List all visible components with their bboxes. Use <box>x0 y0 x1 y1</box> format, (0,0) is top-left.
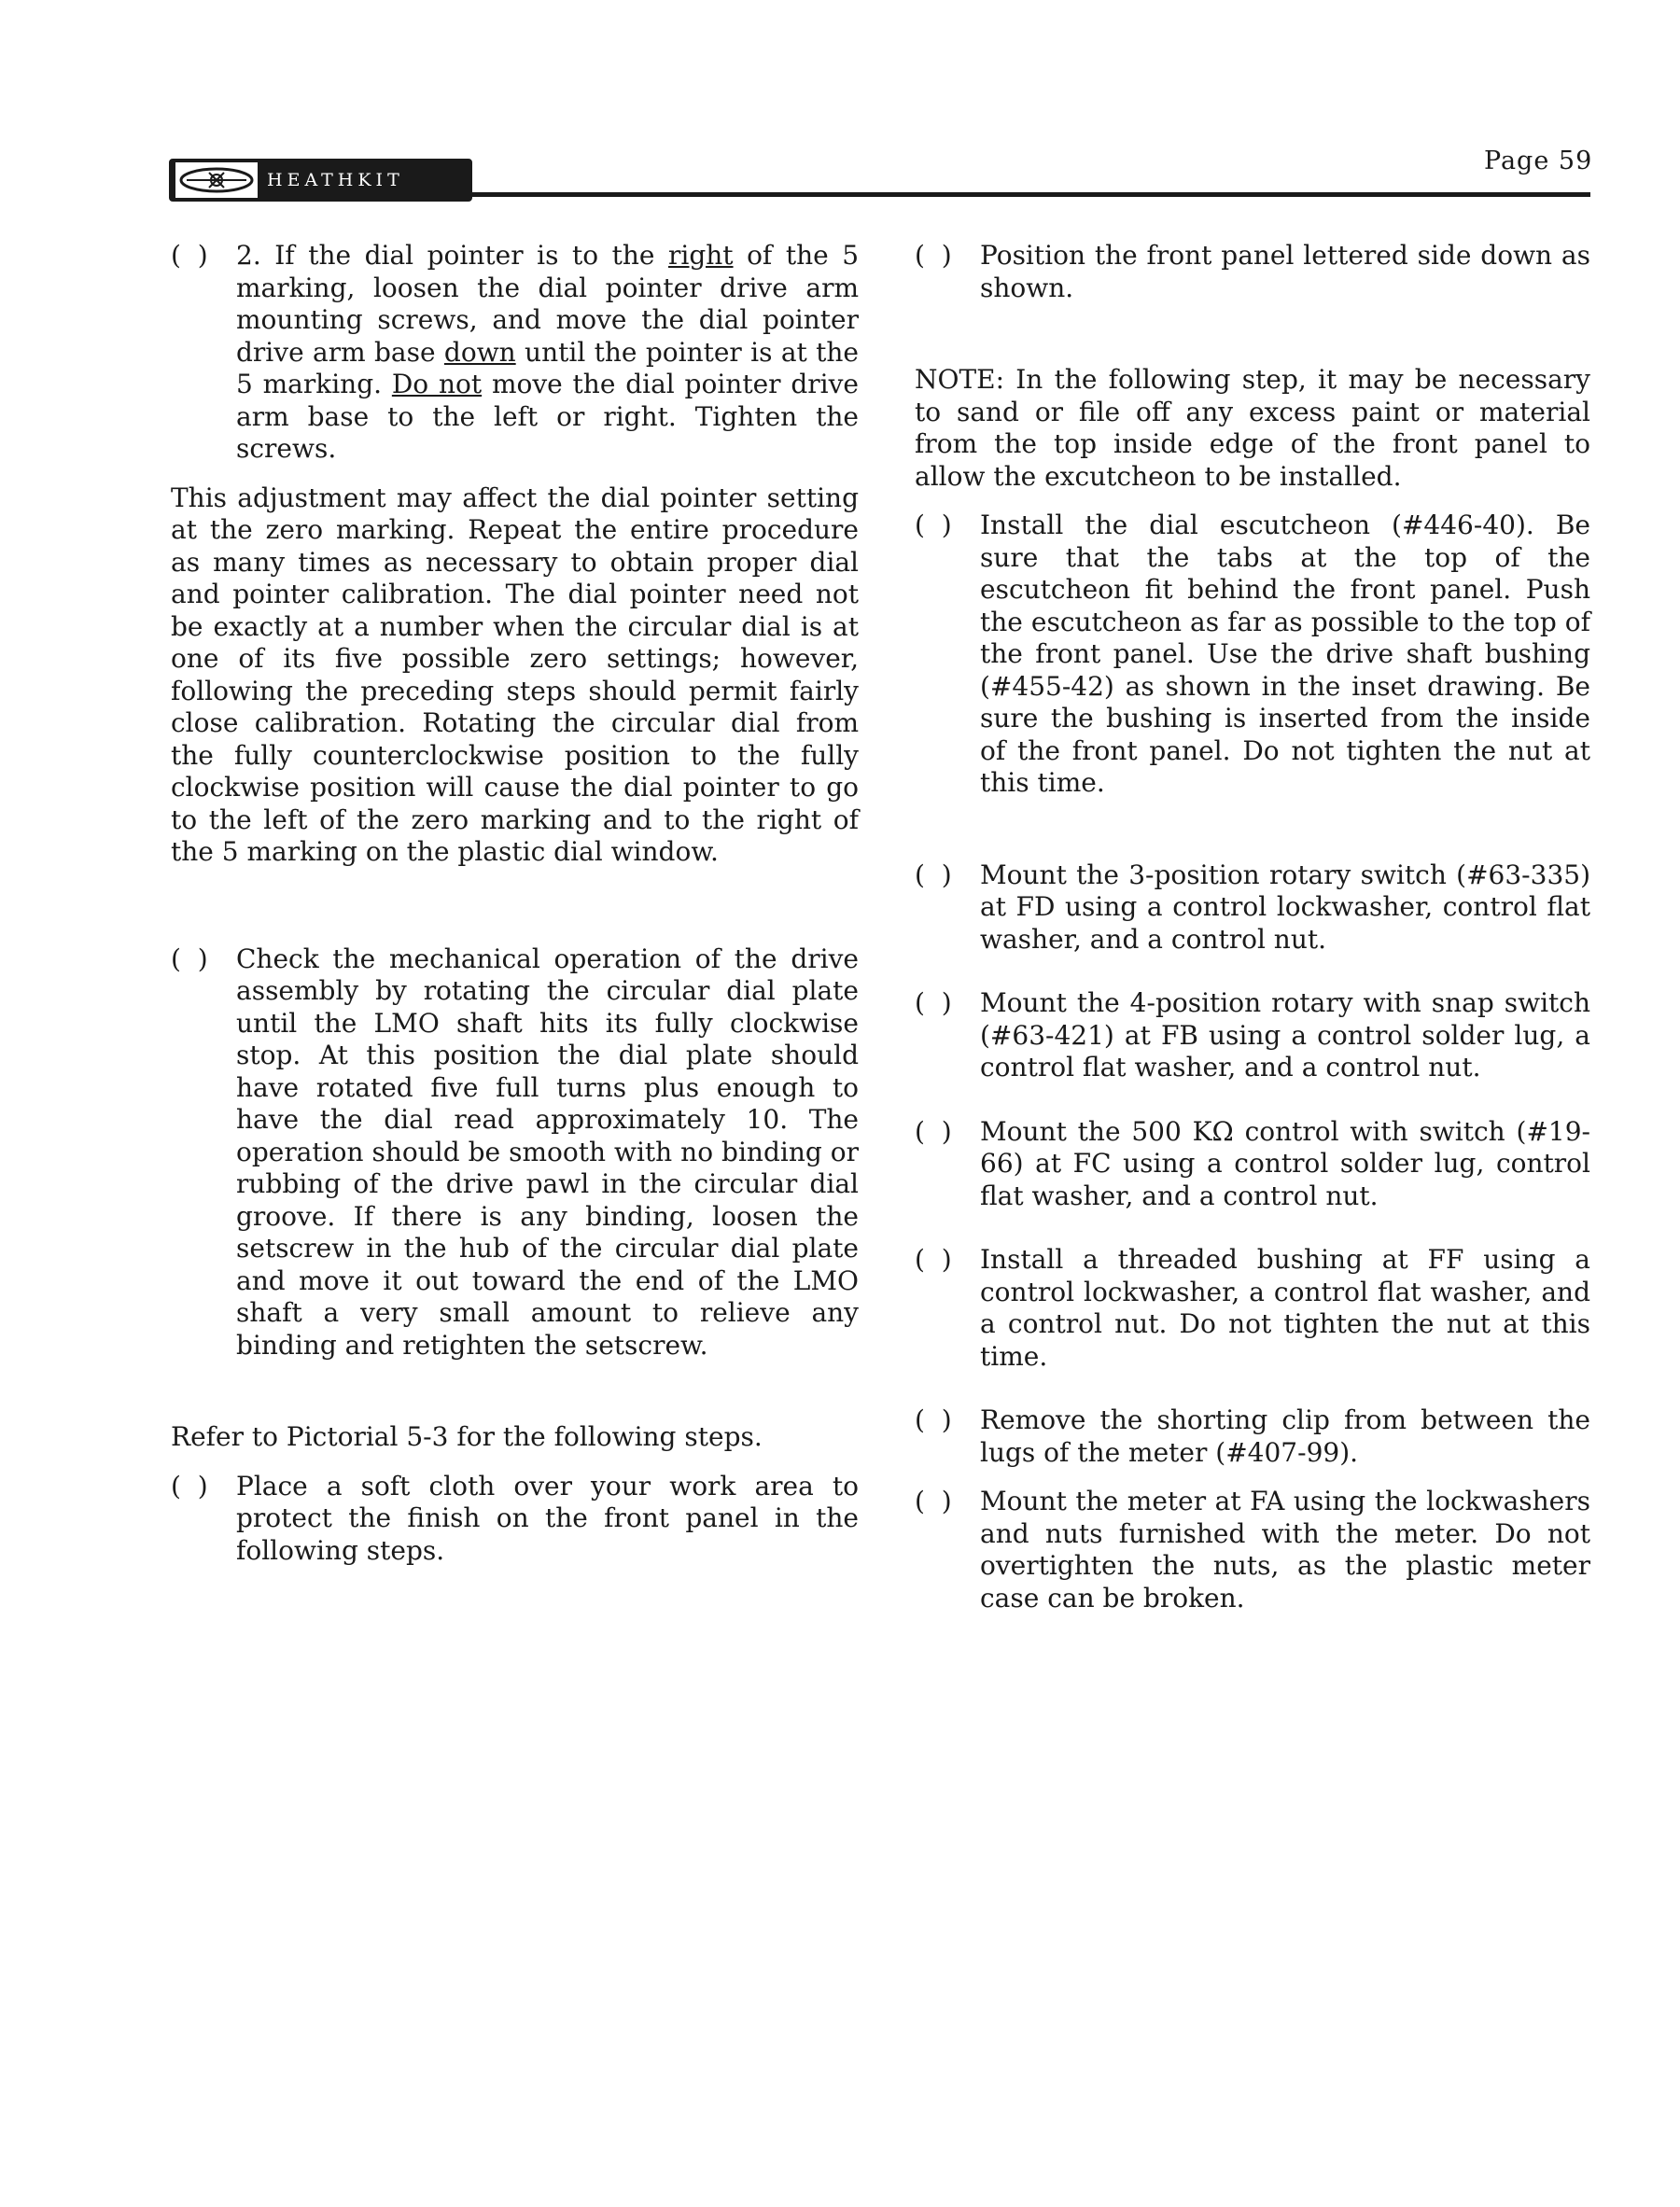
step-soft-cloth <box>171 1471 859 1568</box>
step-mount-3-position-switch <box>915 859 1590 957</box>
left-column <box>171 240 859 1567</box>
refer-pictorial-text: Refer to Pictorial 5-3 for the following steps. <box>171 1421 763 1452</box>
step-check-mechanical <box>171 943 859 1362</box>
step-checkbox[interactable]: ( ) <box>171 943 208 974</box>
step-text: Place a soft cloth over your work area to protect the finish on the front panel in the following steps. <box>236 1470 859 1566</box>
step-checkbox[interactable]: ( ) <box>915 1486 952 1516</box>
emphasis-text: right <box>667 240 734 271</box>
step-dial-pointer-right <box>171 240 859 466</box>
step-checkbox[interactable]: ( ) <box>915 1115 952 1147</box>
heathkit-emblem-icon <box>175 162 258 198</box>
adjustment-paragraph: This adjustment may affect the dial pointer setting at the zero marking. Repeat the entire procedure as many times as necessary to obtain proper dial and pointer calibration. The dial pointer need not be exactly at a number when the circular dial is at one of its five possible zero settings; however, following the preceding steps should permit fairly close calibration. Rotating the circular dial from the fully counterclockwise position to the fully clockwise position will cause the dial pointer to go to the left of the zero marking and to the right of the 5 marking on the plastic dial window. <box>171 482 859 867</box>
step-mount-meter <box>915 1486 1590 1614</box>
step-text: Mount the 3-position rotary switch (#63-335) at FD using a control lockwasher, control flat washer, and a control nut. <box>980 859 1590 955</box>
emphasis-text: Do not <box>391 369 483 399</box>
header-rule <box>472 192 1590 197</box>
step-checkbox[interactable]: ( ) <box>171 1470 208 1502</box>
step-text: Remove the shorting clip from between the lugs of the meter (#407-99). <box>980 1404 1590 1468</box>
step-checkbox[interactable]: ( ) <box>915 859 952 890</box>
step-text: Mount the 500 KΩ control with switch (#19-66) at FC using a control solder lug, control flat washer, and a control nut. <box>980 1115 1590 1211</box>
step-text: until the pointer is at the 5 marking. <box>236 336 859 399</box>
step-mount-4-position-switch <box>915 987 1590 1084</box>
step-remove-shorting-clip <box>915 1404 1590 1469</box>
step-text: Install the dial escutcheon (#446-40). Be sure that the tabs at the top of the escutcheon fit behind the front panel. Push the escutcheon as far as possible to the top of the front panel. Use the drive shaft bushing (#455-42) as shown in the inset drawing. Be sure the bushing is inserted from the inside of the front panel. Do not tighten the nut at this time. <box>980 510 1590 798</box>
step-checkbox[interactable]: ( ) <box>915 240 952 271</box>
step-text: If the dial pointer is to the <box>274 240 668 271</box>
step-checkbox[interactable]: ( ) <box>915 987 952 1018</box>
page-number: Page 59 <box>1484 147 1593 175</box>
step-install-bushing <box>915 1244 1590 1373</box>
step-text: Install a threaded bushing at FF using a control lockwasher, a control flat washer, and a control nut. Do not tighten the nut at this time. <box>980 1244 1590 1372</box>
step-text: Check the mechanical operation of the drive assembly by rotating the circular dial plate until the LMO shaft hits its fully clockwise stop. At this position the dial plate should have rotated five full turns plus enough to have the dial read approximately 10. The operation should be smooth with no binding or rubbing of the drive pawl in the circular dial groove. If there is any binding, loosen the setscrew in the hub of the circular dial plate and move it out toward the end of the LMO shaft a very small amount to relieve any binding and retighten the setscrew. <box>236 943 859 1361</box>
step-position-panel <box>915 240 1590 304</box>
emphasis-text: down <box>443 336 516 368</box>
page-header <box>0 0 1680 215</box>
brand-name: HEATHKIT <box>267 170 404 190</box>
step-install-escutcheon <box>915 510 1590 800</box>
step-mount-500k-control <box>915 1116 1590 1213</box>
step-text: Mount the 4-position rotary with snap switch (#63-421) at FB using a control solder lug, a control flat washer, and a control nut. <box>980 987 1590 1083</box>
step-text: Mount the meter at FA using the lockwashers and nuts furnished with the meter. Do not overtighten the nuts, as the plastic meter case can be broken. <box>980 1486 1590 1613</box>
step-number: 2. <box>236 240 261 271</box>
step-text: Position the front panel lettered side down as shown. <box>980 240 1590 303</box>
note-paragraph: NOTE: In the following step, it may be necessary to sand or file off any excess paint or material from the top inside edge of the front panel to allow the excutcheon to be installed. <box>915 364 1590 492</box>
step-text: move the dial pointer drive arm base to the left or right. Tighten the screws. <box>236 369 859 464</box>
step-text: of the 5 marking, loosen the dial pointer drive arm mounting screws, and move the dial pointer drive arm base <box>236 240 860 368</box>
heathkit-logo <box>169 159 472 202</box>
step-checkbox[interactable]: ( ) <box>171 240 208 271</box>
step-checkbox[interactable]: ( ) <box>915 510 952 540</box>
step-checkbox[interactable]: ( ) <box>915 1244 952 1275</box>
step-checkbox[interactable]: ( ) <box>915 1404 952 1435</box>
right-column <box>915 240 1590 1614</box>
